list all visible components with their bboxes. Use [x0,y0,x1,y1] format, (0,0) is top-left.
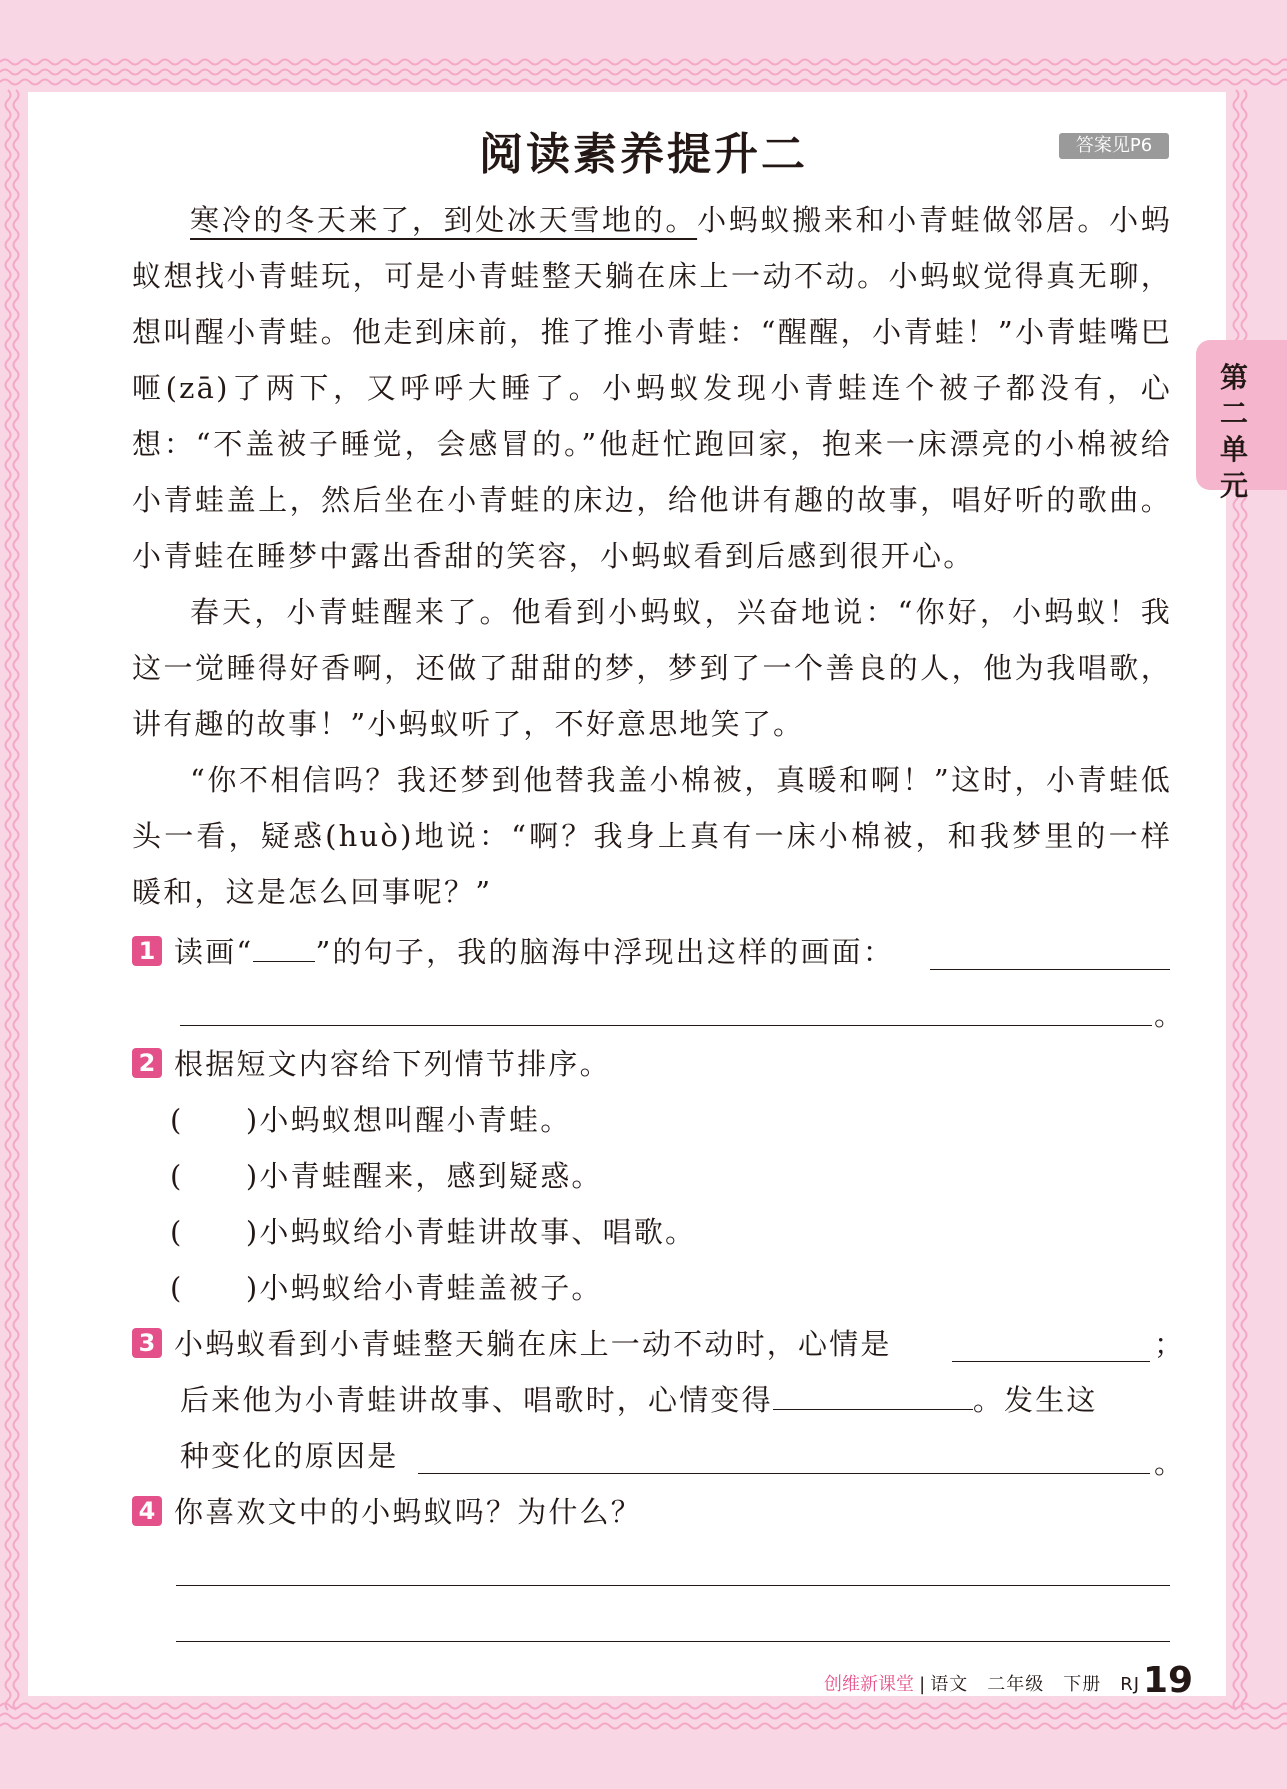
footer-book-info: 语文 二年级 下册 RJ [930,1674,1141,1695]
q1-end-period: 。 [1154,998,1184,1032]
question-3-line-3: 种变化的原因是 [180,1439,399,1473]
page-number: 19 [1143,1660,1194,1701]
footer-separator: | [919,1674,926,1695]
unit-tab [1196,340,1287,502]
q3-semicolon: ； [1154,1327,1184,1361]
paragraph-1-rest: 小蚂蚁搬来和小青蛙做邻居。小蚂蚁想找小青蛙玩，可是小青蛙整天躺在床上一动不动。小蚂蚁觉得真无聊，想叫醒小青蛙。他走到床前，推了推小青蛙：“醒醒，小青蛙！”小青蛙嘴巴咂(zā)了两下，又呼呼大睡了。小蚂蚁发现小青蛙连个被子都没有，心想：“不盖被子睡觉，会感冒的。”他赶忙跑回家，抱来一床漂亮的小棉被给小青蛙盖上，然后坐在小青蛙的床边，给他讲有趣的故事，唱好听的歌曲。小青蛙在睡梦中露出香甜的笑容，小蚂蚁看到后感到很开心。 [132,203,1172,573]
q2-item-4[interactable]: ( )小蚂蚁给小青蛙盖被子。 [170,1271,603,1305]
answer-reference-badge: 答案见P6 [1059,133,1169,159]
question-4-text: 你喜欢文中的小蚂蚁吗？为什么？ [174,1495,643,1529]
q1-text-a: 读画“ [174,935,254,969]
passage-paragraph-2: 春天，小青蛙醒来了。他看到小蚂蚁，兴奋地说：“你好，小蚂蚁！我这一觉睡得好香啊，还做了甜甜的梦，梦到了一个善良的人，他为我唱歌，讲有趣的故事！”小蚂蚁听了，不好意思地笑了。 [132,595,1172,741]
q3-line-2a: 后来他为小青蛙讲故事、唱歌时，心情变得 [180,1383,773,1417]
question-2-text: 根据短文内容给下列情节排序。 [174,1047,611,1081]
q4-answer-line-1[interactable] [176,1585,1170,1586]
q3-answer-blank-3[interactable] [418,1473,1150,1474]
passage-paragraph-1 [132,192,1172,584]
q1-answer-line-1[interactable] [930,969,1170,970]
passage-paragraph-3: “你不相信吗？我还梦到他替我盖小棉被，真暖和啊！”这时，小青蛙低头一看，疑惑(huò)地说：“啊？我身上真有一床小棉被，和我梦里的一样暖和，这是怎么回事呢？” [132,763,1172,909]
q1-inline-blank[interactable] [253,939,315,962]
q4-answer-line-2[interactable] [176,1641,1170,1642]
q2-item-1[interactable]: ( )小蚂蚁想叫醒小青蛙。 [170,1103,572,1137]
question-1-number: 1 [132,936,162,966]
question-2-number: 2 [132,1048,162,1078]
question-3-line-1: 小蚂蚁看到小青蛙整天躺在床上一动不动时，心情是 [174,1327,892,1361]
underlined-sentence: 寒冷的冬天来了，到处冰天雪地的。 [190,203,698,237]
q2-item-2[interactable]: ( )小青蛙醒来，感到疑惑。 [170,1159,603,1193]
question-1-text [174,930,894,971]
q1-answer-line-2[interactable] [180,1025,1152,1026]
footer-brand: 创维新课堂 [824,1674,914,1695]
question-4-number: 4 [132,1496,162,1526]
q2-item-3[interactable]: ( )小蚂蚁给小青蛙讲故事、唱歌。 [170,1215,697,1249]
q1-text-b: ”的句子，我的脑海中浮现出这样的画面： [315,935,895,969]
reading-passage [132,192,1172,920]
q3-answer-blank-2[interactable] [773,1387,973,1410]
unit-tab-label: 第二单元 [1219,361,1248,502]
question-3-line-2 [180,1378,1098,1419]
question-3-number: 3 [132,1328,162,1358]
q3-end-period: 。 [1154,1446,1184,1480]
page-title: 阅读素养提升二 [479,129,808,180]
footer-info [824,1670,1140,1696]
q3-line-2b: 。发生这 [972,1383,1098,1417]
q3-answer-blank-1[interactable] [952,1361,1150,1362]
